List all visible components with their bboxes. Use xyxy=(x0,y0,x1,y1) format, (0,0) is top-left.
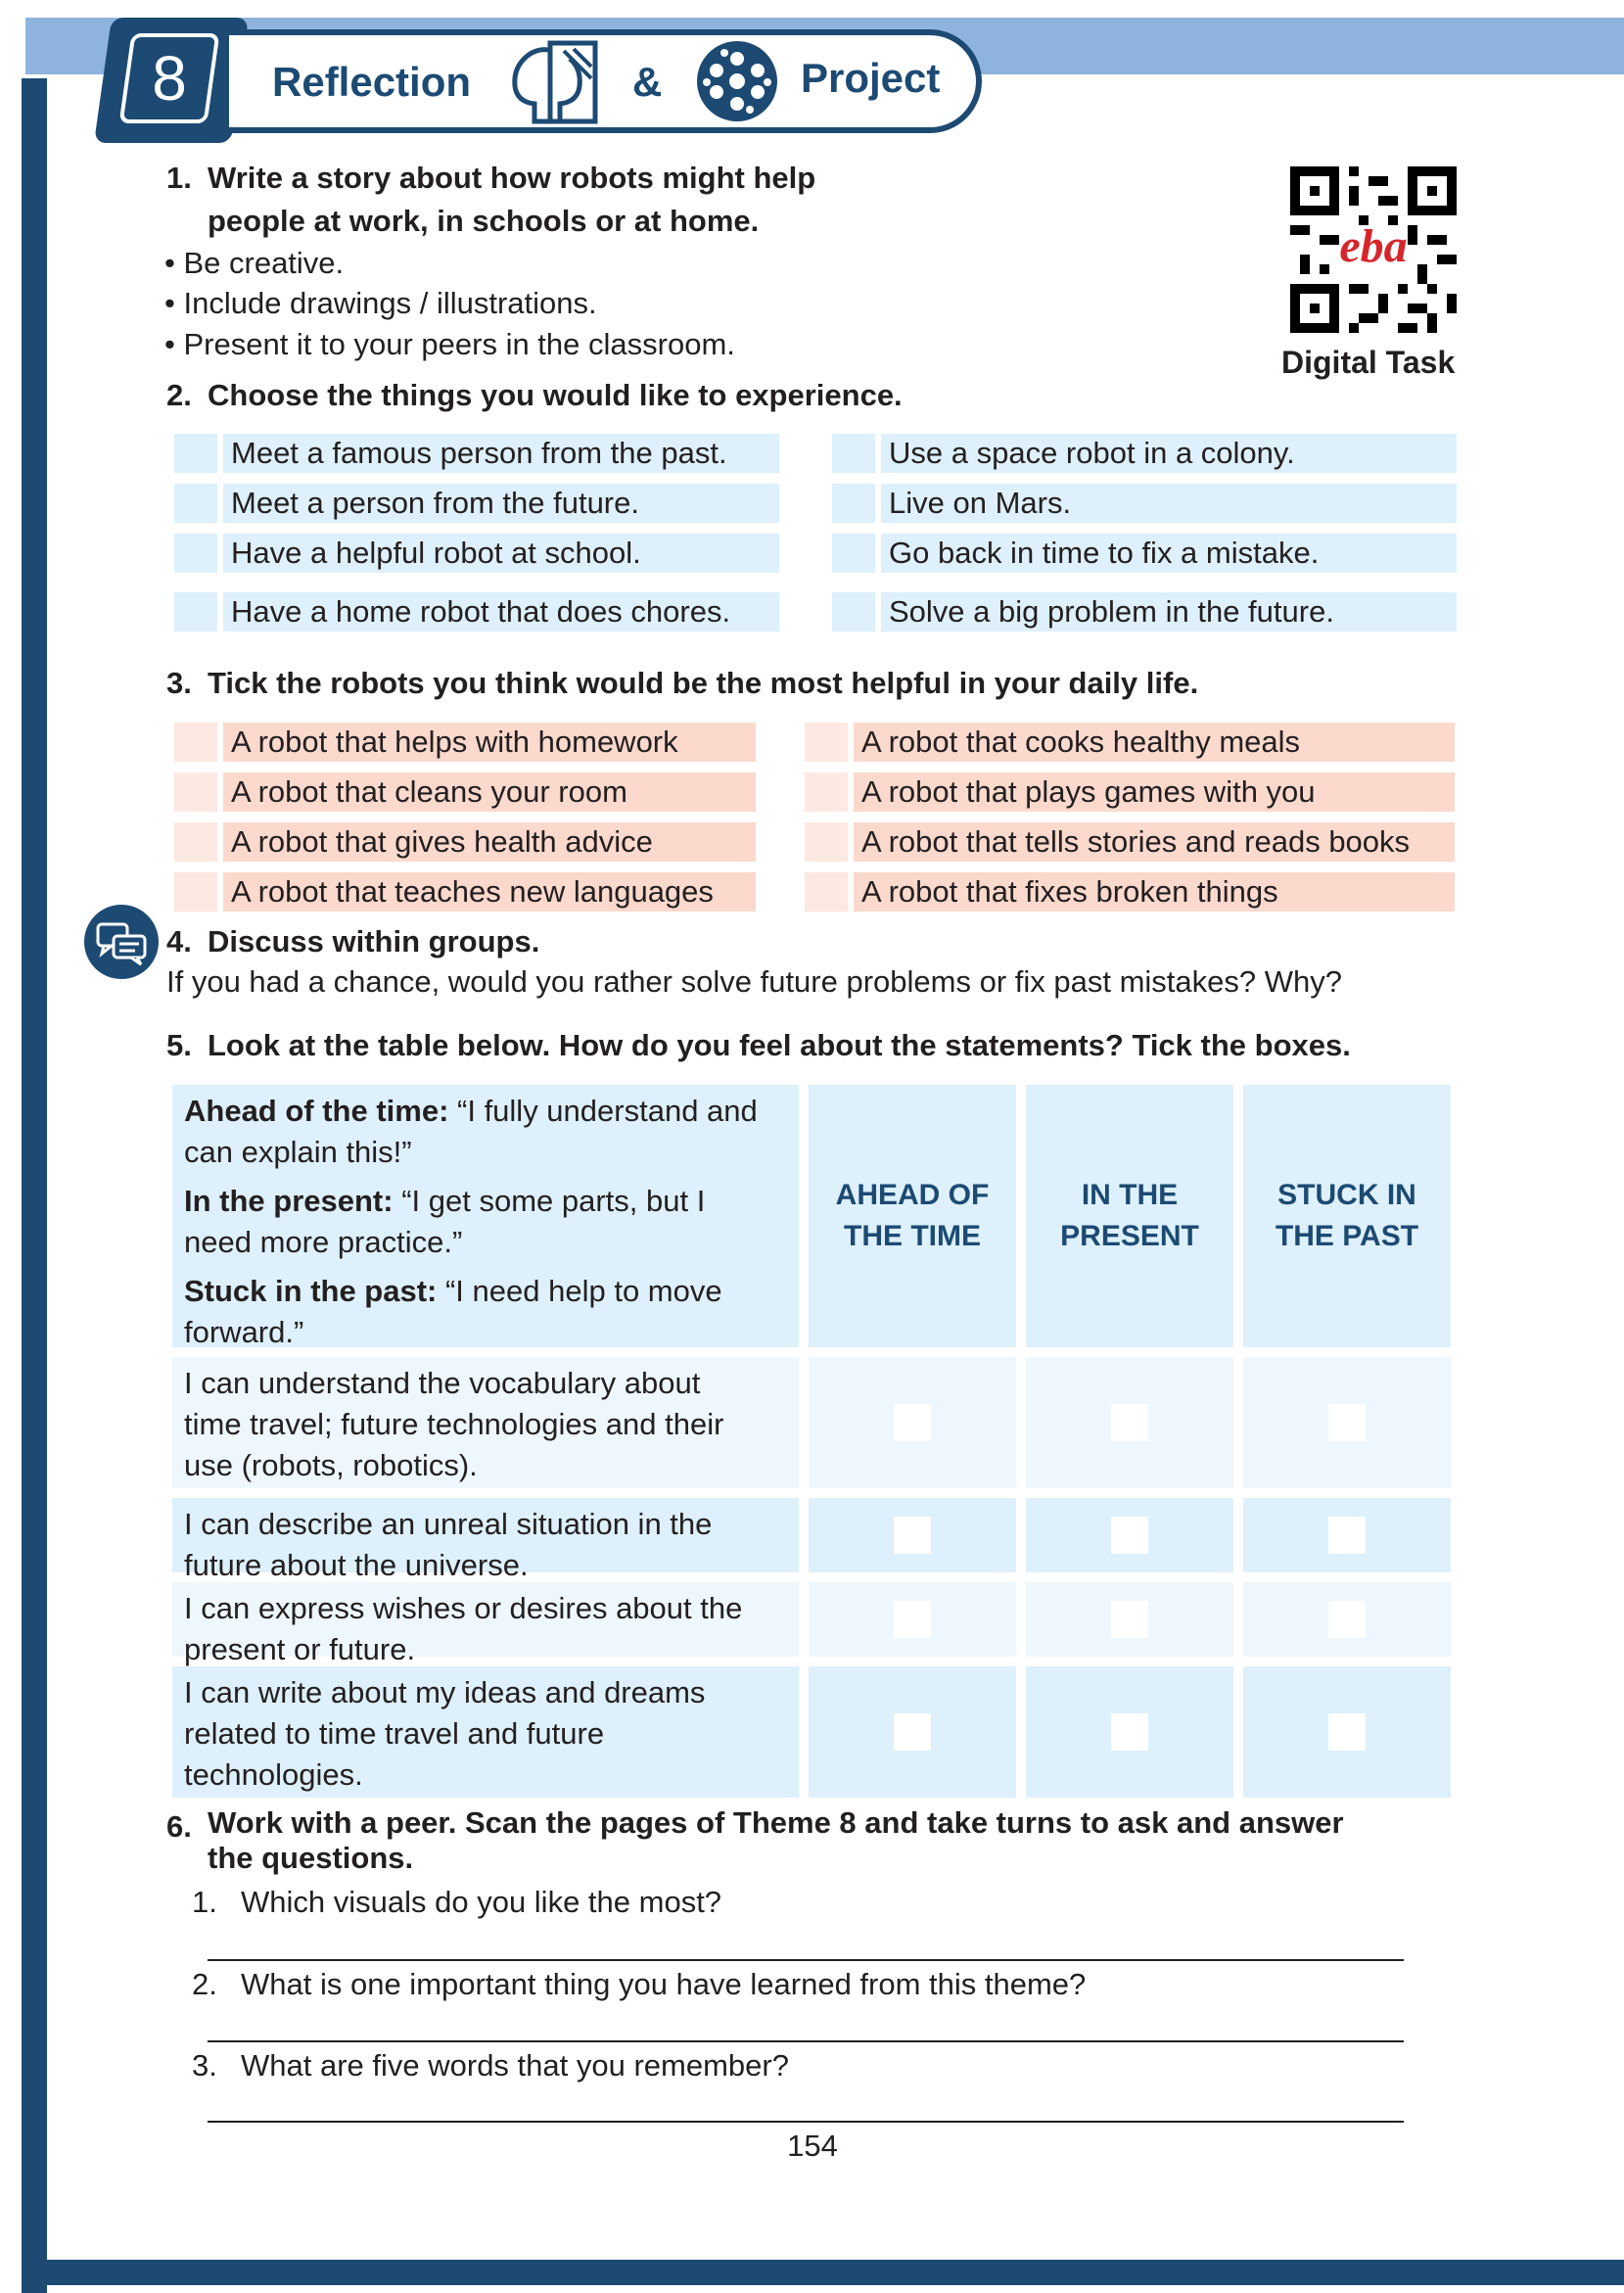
q3-checkbox-1[interactable] xyxy=(174,723,217,762)
q2-checkbox-5[interactable] xyxy=(832,434,875,473)
ampersand: & xyxy=(632,59,663,105)
q3-title: Tick the robots you think would be the most helpful in your daily life. xyxy=(208,666,1199,700)
q3-option-2: A robot that cleans your room xyxy=(223,772,756,812)
row-1-past-checkbox[interactable] xyxy=(1328,1404,1366,1441)
q3-checkbox-8[interactable] xyxy=(805,872,848,912)
q2-checkbox-7[interactable] xyxy=(832,534,875,573)
q2-option-5: Use a space robot in a colony. xyxy=(881,434,1457,473)
q6-title-line1: Work with a peer. Scan the pages of Theme 8 and take turns to ask and answer xyxy=(208,1805,1344,1840)
table-row-4-statement: I can write about my ideas and dreams related to time travel and future technologies. xyxy=(172,1666,799,1798)
q2-option-7: Go back in time to fix a mistake. xyxy=(881,534,1457,573)
q1-number: 1. xyxy=(166,161,192,195)
q2-checkbox-1[interactable] xyxy=(174,434,217,473)
legend-ahead: Ahead of the time: “I fully understand and can explain this!” xyxy=(184,1094,758,1169)
page-frame-left xyxy=(22,78,47,2293)
digital-task-label: Digital Task xyxy=(1281,345,1456,380)
q2-option-8: Solve a big problem in the future. xyxy=(881,592,1457,632)
row-4-past-checkbox[interactable] xyxy=(1328,1713,1366,1751)
q1-bullet-1: • Be creative. xyxy=(164,246,345,280)
q6-item-2-text: What is one important thing you have learned from this theme? xyxy=(241,1967,1087,2001)
row-2-past-checkbox[interactable] xyxy=(1328,1517,1366,1554)
q6-title-line2: the questions. xyxy=(208,1841,414,1875)
q3-checkbox-3[interactable] xyxy=(174,822,217,862)
q2-checkbox-3[interactable] xyxy=(174,534,217,573)
q2-title: Choose the things you would like to experience. xyxy=(208,378,903,412)
q1-title-line1: Write a story about how robots might help xyxy=(208,161,816,195)
row-2-present-checkbox[interactable] xyxy=(1111,1517,1148,1554)
q3-option-7: A robot that tells stories and reads books xyxy=(854,822,1455,862)
q2-option-3: Have a helpful robot at school. xyxy=(223,534,779,573)
q3-option-3: A robot that gives health advice xyxy=(223,822,756,862)
q6-item-3-text: What are five words that you remember? xyxy=(241,2048,789,2082)
q3-option-5: A robot that cooks healthy meals xyxy=(854,723,1455,762)
table-row-3-statement: I can express wishes or desires about the present or future. xyxy=(172,1582,799,1657)
column-in-the-present: IN THE PRESENT xyxy=(1026,1085,1233,1347)
q5-title: Look at the table below. How do you feel about the statements? Tick the boxes. xyxy=(208,1028,1351,1062)
table-legend xyxy=(172,1085,799,1347)
table-row-3-ahead-cell xyxy=(809,1582,1016,1657)
q2-option-1: Meet a famous person from the past. xyxy=(223,434,779,473)
row-1-ahead-checkbox[interactable] xyxy=(894,1404,931,1441)
reflection-icon xyxy=(495,39,599,125)
reflection-label: Reflection xyxy=(272,59,472,105)
table-row-1-past-cell xyxy=(1243,1357,1451,1488)
project-label: Project xyxy=(801,55,941,101)
page-frame-bottom xyxy=(22,2260,1624,2285)
table-row-1-ahead-cell xyxy=(809,1357,1016,1488)
q2-checkbox-4[interactable] xyxy=(174,592,217,632)
table-row-3-present-cell xyxy=(1026,1582,1233,1657)
q6-item-1-text: Which visuals do you like the most? xyxy=(241,1885,722,1919)
q6-item-1-number: 1. xyxy=(192,1885,217,1919)
q2-checkbox-8[interactable] xyxy=(832,592,875,632)
q1-title-line2: people at work, in schools or at home. xyxy=(208,204,760,238)
table-row-2-ahead-cell xyxy=(809,1498,1016,1572)
q1-bullet-2: • Include drawings / illustrations. xyxy=(164,286,597,320)
q2-checkbox-6[interactable] xyxy=(832,484,875,523)
table-row-3-past-cell xyxy=(1243,1582,1451,1657)
q3-option-6: A robot that plays games with you xyxy=(854,772,1455,812)
legend-present: In the present: “I get some parts, but I need more practice.” xyxy=(184,1184,706,1259)
answer-line-2[interactable] xyxy=(208,2040,1404,2042)
row-3-present-checkbox[interactable] xyxy=(1111,1601,1148,1638)
table-row-4-past-cell xyxy=(1243,1666,1451,1798)
q2-option-2: Meet a person from the future. xyxy=(223,484,779,523)
column-stuck-in-the-past: STUCK IN THE PAST xyxy=(1243,1085,1451,1347)
page-number: 154 xyxy=(787,2129,838,2163)
q3-checkbox-4[interactable] xyxy=(174,872,217,912)
q3-checkbox-2[interactable] xyxy=(174,772,217,812)
q6-item-3-number: 3. xyxy=(192,2048,217,2082)
row-4-present-checkbox[interactable] xyxy=(1111,1713,1148,1751)
legend-past: Stuck in the past: “I need help to move forward.” xyxy=(184,1274,722,1349)
project-icon xyxy=(695,39,779,123)
row-4-ahead-checkbox[interactable] xyxy=(894,1713,931,1751)
table-row-2-statement: I can describe an unreal situation in the future about the universe. xyxy=(172,1498,799,1572)
q2-number: 2. xyxy=(166,378,192,412)
q3-option-1: A robot that helps with homework xyxy=(223,723,756,762)
row-1-present-checkbox[interactable] xyxy=(1111,1404,1148,1441)
row-3-past-checkbox[interactable] xyxy=(1328,1601,1366,1638)
unit-number: 8 xyxy=(152,43,187,114)
q3-checkbox-6[interactable] xyxy=(805,772,848,812)
answer-line-3[interactable] xyxy=(208,2121,1404,2123)
q3-option-4: A robot that teaches new languages xyxy=(223,872,756,912)
q3-checkbox-5[interactable] xyxy=(805,723,848,762)
q4-title: Discuss within groups. xyxy=(208,924,540,959)
q2-option-6: Live on Mars. xyxy=(881,484,1457,523)
discussion-icon xyxy=(82,903,161,981)
column-ahead-of-the-time: AHEAD OF THE TIME xyxy=(809,1085,1016,1347)
table-row-4-present-cell xyxy=(1026,1666,1233,1798)
q4-number: 4. xyxy=(166,924,192,959)
row-3-ahead-checkbox[interactable] xyxy=(894,1601,931,1638)
q2-checkbox-2[interactable] xyxy=(174,484,217,523)
q6-item-2-number: 2. xyxy=(192,1967,217,2001)
answer-line-1[interactable] xyxy=(208,1959,1404,1961)
table-row-1-present-cell xyxy=(1026,1357,1233,1488)
table-row-2-past-cell xyxy=(1243,1498,1451,1572)
q2-option-4: Have a home robot that does chores. xyxy=(223,592,779,632)
q1-bullet-3: • Present it to your peers in the classroom. xyxy=(164,327,735,361)
row-2-ahead-checkbox[interactable] xyxy=(894,1517,931,1554)
q5-number: 5. xyxy=(166,1028,192,1062)
q3-number: 3. xyxy=(166,666,192,700)
q3-checkbox-7[interactable] xyxy=(805,822,848,862)
q6-number: 6. xyxy=(166,1809,192,1844)
table-row-4-ahead-cell xyxy=(809,1666,1016,1798)
q3-option-8: A robot that fixes broken things xyxy=(854,872,1455,912)
table-row-2-present-cell xyxy=(1026,1498,1233,1572)
q4-question: If you had a chance, would you rather solve future problems or fix past mistakes? Why? xyxy=(166,964,1342,999)
eba-logo: eba xyxy=(1339,220,1408,272)
table-row-1-statement: I can understand the vocabulary about time travel; future technologies and their use (robots, robotics). xyxy=(172,1357,799,1488)
